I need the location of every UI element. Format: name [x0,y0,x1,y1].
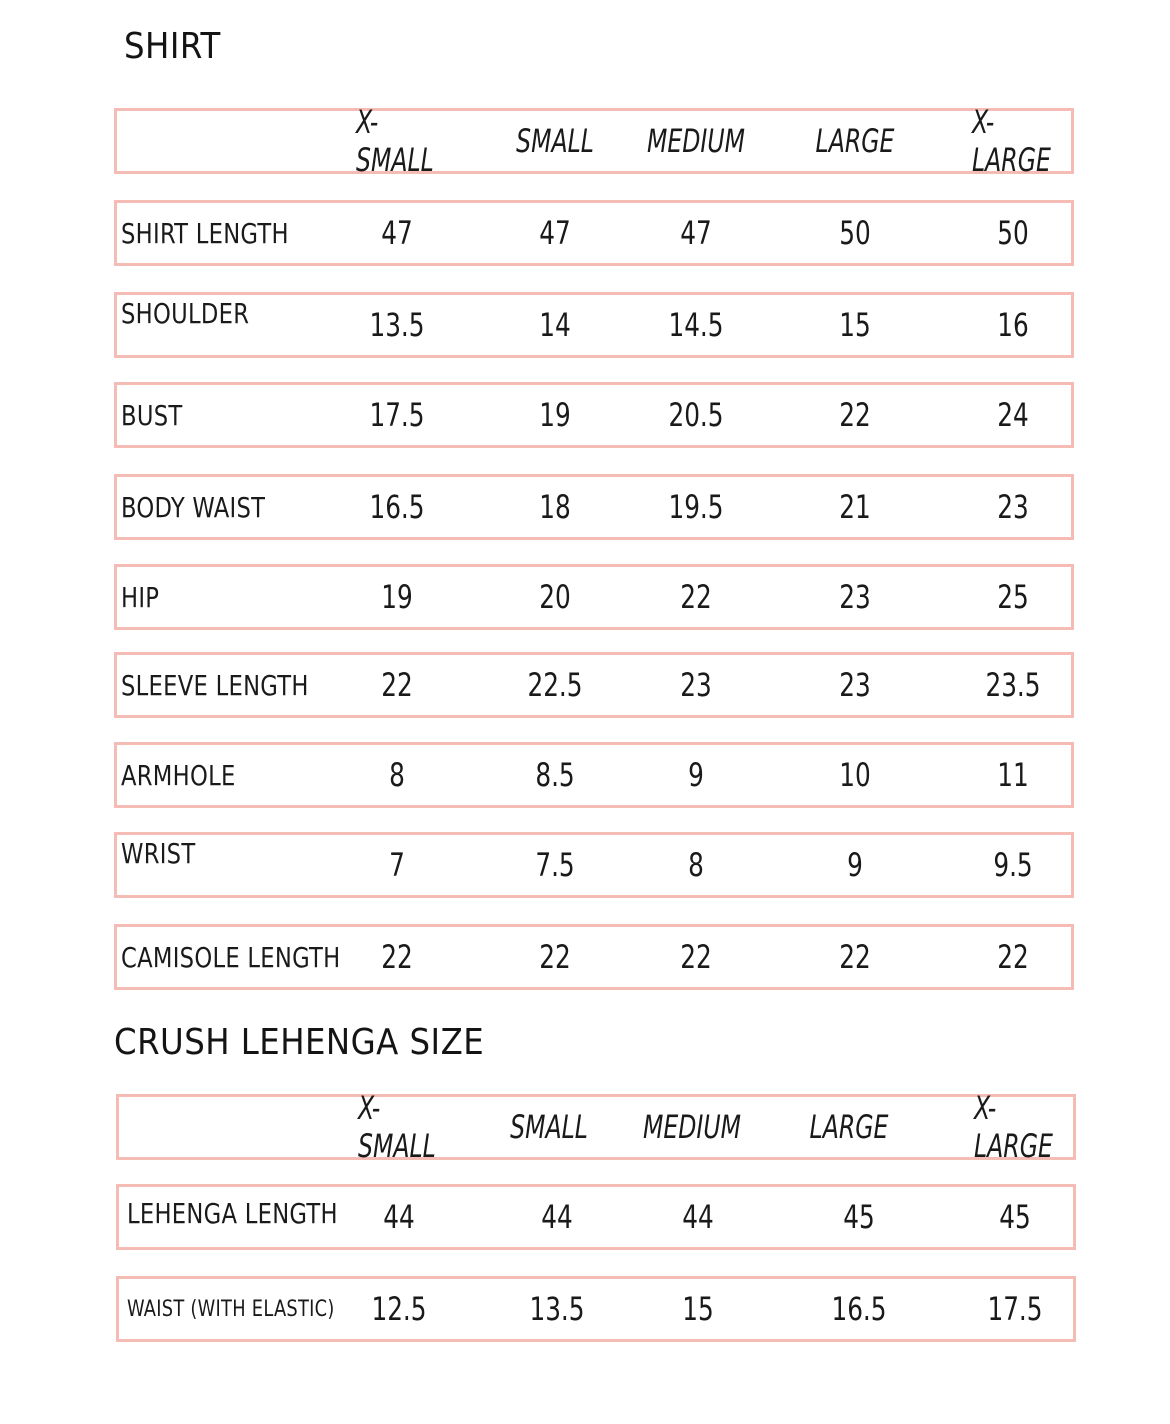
size-value: 23 [839,578,871,616]
size-value: 22.5 [527,666,583,704]
size-value: 23.5 [985,666,1041,704]
size-header: SMALL [516,122,594,160]
size-header: X-SMALL [356,103,434,179]
size-value: 17.5 [369,396,425,434]
shirt-title: SHIRT [124,26,221,67]
size-value: 50 [839,214,871,252]
size-value: 8.5 [535,756,575,794]
table-row [114,474,1074,540]
shirt-header-row [114,103,1074,179]
row-label: LEHENGA LENGTH [127,1196,338,1230]
row-label: ARMHOLE [121,758,236,792]
size-value: 16.5 [831,1290,887,1328]
size-value: 19 [539,396,571,434]
size-value: 12.5 [371,1290,427,1328]
size-value: 47 [539,214,571,252]
lehenga-header-row [116,1089,1076,1165]
size-value: 22 [839,396,871,434]
row-label: BODY WAIST [121,490,266,524]
size-value: 22 [539,938,571,976]
size-header: X-LARGE [972,103,1051,179]
size-value: 19.5 [668,488,724,526]
size-value: 7.5 [535,846,575,884]
size-header: MEDIUM [642,1108,742,1146]
size-value: 22 [381,938,413,976]
size-value: 9.5 [993,846,1033,884]
table-row [116,1184,1076,1250]
size-header: SMALL [510,1108,588,1146]
size-value: 17.5 [987,1290,1043,1328]
size-value: 13.5 [529,1290,585,1328]
size-value: 44 [383,1198,415,1236]
row-label: WAIST (WITH ELASTIC) [127,1296,335,1322]
size-value: 47 [381,214,413,252]
size-value: 14.5 [668,306,724,344]
row-label: WRIST [121,836,196,870]
size-header: LARGE [809,1108,889,1146]
size-value: 21 [839,488,871,526]
row-label: SHIRT LENGTH [121,216,289,250]
table-row [114,924,1074,990]
size-value: 8 [688,846,704,884]
size-value: 11 [997,756,1029,794]
table-row [114,652,1074,718]
size-value: 23 [997,488,1029,526]
size-value: 9 [847,846,863,884]
size-value: 18 [539,488,571,526]
table-row [116,1276,1076,1342]
size-value: 44 [682,1198,714,1236]
size-value: 20.5 [668,396,724,434]
size-value: 16.5 [369,488,425,526]
size-value: 25 [997,578,1029,616]
size-value: 9 [688,756,704,794]
size-value: 8 [389,756,405,794]
size-value: 22 [997,938,1029,976]
table-row [114,564,1074,630]
size-value: 23 [839,666,871,704]
size-value: 22 [680,578,712,616]
size-value: 24 [997,396,1029,434]
table-row [114,382,1074,448]
lehenga-title: CRUSH LEHENGA SIZE [114,1022,485,1063]
row-label: BUST [121,398,183,432]
row-label: CAMISOLE LENGTH [121,940,341,974]
size-value: 22 [680,938,712,976]
table-row [114,200,1074,266]
size-value: 22 [839,938,871,976]
size-value: 47 [680,214,712,252]
size-value: 22 [381,666,413,704]
size-value: 15 [682,1290,714,1328]
size-value: 10 [839,756,871,794]
size-header: LARGE [815,122,895,160]
table-row [114,742,1074,808]
size-value: 16 [997,306,1029,344]
size-value: 20 [539,578,571,616]
size-value: 23 [680,666,712,704]
size-header: MEDIUM [646,122,746,160]
table-row [114,832,1074,898]
size-value: 13.5 [369,306,425,344]
table-row [114,292,1074,358]
row-label: SLEEVE LENGTH [121,668,309,702]
size-header: X-LARGE [974,1089,1053,1165]
size-header: X-SMALL [358,1089,436,1165]
size-value: 19 [381,578,413,616]
size-value: 45 [999,1198,1031,1236]
row-label: HIP [121,580,160,614]
size-value: 15 [839,306,871,344]
size-value: 44 [541,1198,573,1236]
row-label: SHOULDER [121,296,250,330]
size-value: 14 [539,306,571,344]
size-value: 45 [843,1198,875,1236]
size-value: 7 [389,846,405,884]
size-value: 50 [997,214,1029,252]
